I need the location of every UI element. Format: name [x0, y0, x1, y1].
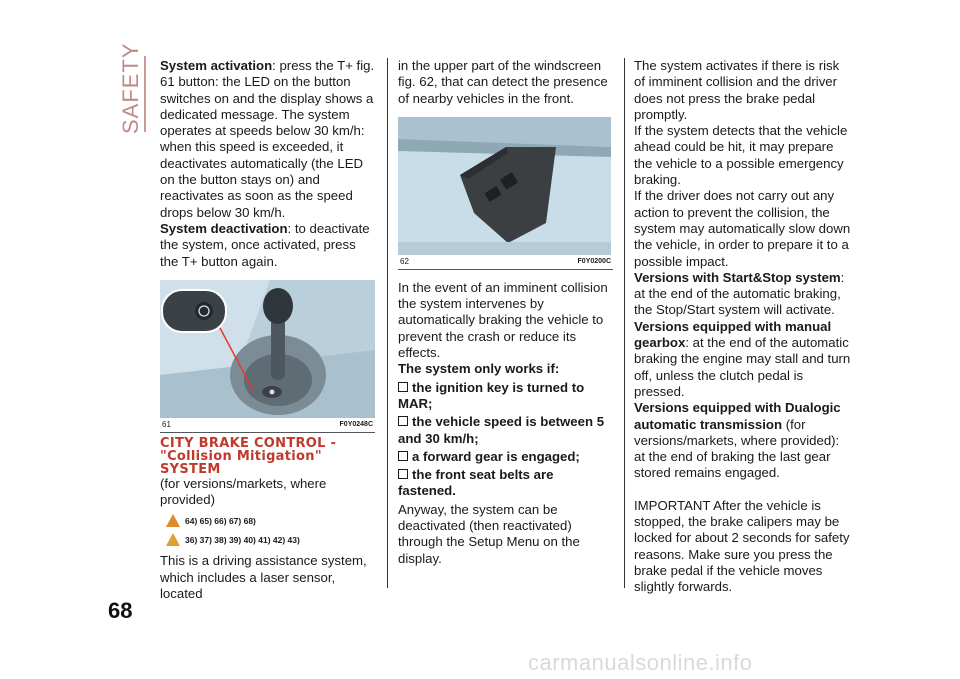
- figure-number: 61: [162, 419, 171, 429]
- column-1: [160, 58, 375, 602]
- paragraph-text: (for versions/markets, where provided): at the end of braking the last gear stored remains engaged.: [634, 416, 840, 481]
- condition-text: the vehicle speed is between 5 and 30 km/h;: [398, 414, 605, 446]
- paragraph: [634, 319, 852, 400]
- warning-numbers: 36) 37) 38) 39) 40) 41) 42) 43): [185, 534, 300, 545]
- paragraph: The system activates if there is risk of imminent collision and the driver does not press the brake pedal promptly.: [634, 58, 840, 122]
- section-tab: [118, 42, 143, 134]
- paragraph: [160, 221, 375, 270]
- condition-text: the ignition key is turned to MAR;: [398, 379, 585, 411]
- checkbox-bullet-icon: [398, 416, 408, 426]
- condition-item: [398, 467, 613, 500]
- paragraph: Anyway, the system can be deactivated (then reactivated) through the Setup Menu on the display.: [398, 501, 580, 566]
- condition-text: a forward gear is engaged;: [412, 448, 580, 464]
- paragraph-lead: System deactivation: [160, 220, 288, 236]
- paragraph-lead: Versions equipped with manual gearbox: [634, 318, 832, 351]
- watermark: carmanualsonline.info: [528, 650, 753, 675]
- warning-numbers: 64) 65) 66) 67) 68): [185, 515, 256, 526]
- figure-caption: [160, 418, 375, 433]
- warning-icon: [166, 514, 180, 527]
- paragraph: In the event of an imminent collision the system intervenes by automatically braking the vehicle to prevent the crash or reduce its effects.: [398, 279, 608, 361]
- condition-item: [398, 380, 613, 413]
- availability-note: (for versions/markets, where provided): [160, 475, 327, 508]
- figure-61-image: [160, 280, 375, 418]
- paragraph: in the upper part of the windscreen fig. 62, that can detect the presence of nearby vehicles in the front.: [398, 58, 608, 106]
- figure-caption: [398, 255, 613, 270]
- paragraph: [634, 400, 852, 481]
- column-2: [398, 58, 613, 567]
- figure-62-image: [398, 117, 611, 255]
- important-note: IMPORTANT After the vehicle is stopped, the brake calipers may be locked for about 2 seconds for safety reasons. Make sure you press the brake pedal if the vehicle moves slightly forwards.: [634, 497, 850, 595]
- section-label: SAFETY: [118, 42, 143, 134]
- checkbox-bullet-icon: [398, 469, 408, 479]
- figure-code: F0Y0248C: [339, 420, 373, 428]
- paragraph-lead: Versions with Start&Stop system: [634, 269, 841, 285]
- paragraph-lead: Versions equipped with Dualogic automatic transmission: [634, 400, 841, 432]
- paragraph-text: : press the T+ fig. 61 button: the LED on the button switches on and the display shows a dedicated message. The system operates at speeds below 30 km/h: when this speed is exceeded, it deactivates automatically (the LED on the button stays on) and reactivates as soon as the speed drops below 30 km/h.: [160, 58, 375, 220]
- paragraph: If the system detects that the vehicle ahead could be hit, it may prepare the vehicle to a possible emergency braking.: [634, 123, 848, 188]
- condition-item: [398, 414, 613, 447]
- paragraph: [160, 58, 375, 221]
- figure-number: 62: [400, 256, 409, 266]
- paragraph-text: : to deactivate the system, once activated, press the T+ button again.: [160, 220, 370, 269]
- figure-code: F0Y0200C: [577, 257, 611, 265]
- column-3: [634, 58, 852, 596]
- column-divider: [387, 58, 388, 588]
- paragraph-text: : at the end of the automatic braking the engine may stall and turn off, unless the clutch pedal is pressed.: [634, 335, 851, 399]
- conditions-title: The system only works if:: [398, 361, 560, 377]
- checkbox-bullet-icon: [398, 382, 408, 392]
- paragraph: If the driver does not carry out any action to prevent the collision, the system may automatically slow down the vehicle, in order to prepare it to a possible impact.: [634, 188, 851, 269]
- paragraph-text: : at the end of the automatic braking, the Stop/Start system will activate.: [634, 269, 845, 318]
- warning-references: [166, 530, 375, 549]
- gear-console-illustration: [160, 280, 375, 418]
- section-heading: CITY BRAKE CONTROL - "Collision Mitigation" SYSTEM: [160, 435, 337, 477]
- paragraph-lead: System activation: [160, 58, 273, 73]
- checkbox-bullet-icon: [398, 451, 408, 461]
- windscreen-sensor-illustration: [398, 117, 611, 255]
- condition-item: [398, 449, 613, 465]
- caution-icon: [166, 533, 180, 546]
- page-number: 68: [108, 598, 133, 623]
- warning-references: [166, 511, 375, 530]
- condition-text: the front seat belts are fastened.: [398, 467, 554, 499]
- column-divider: [624, 58, 625, 588]
- section-tab-rule: [144, 56, 146, 132]
- paragraph: This is a driving assistance system, which includes a laser sensor, located: [160, 553, 367, 602]
- paragraph: [634, 270, 852, 319]
